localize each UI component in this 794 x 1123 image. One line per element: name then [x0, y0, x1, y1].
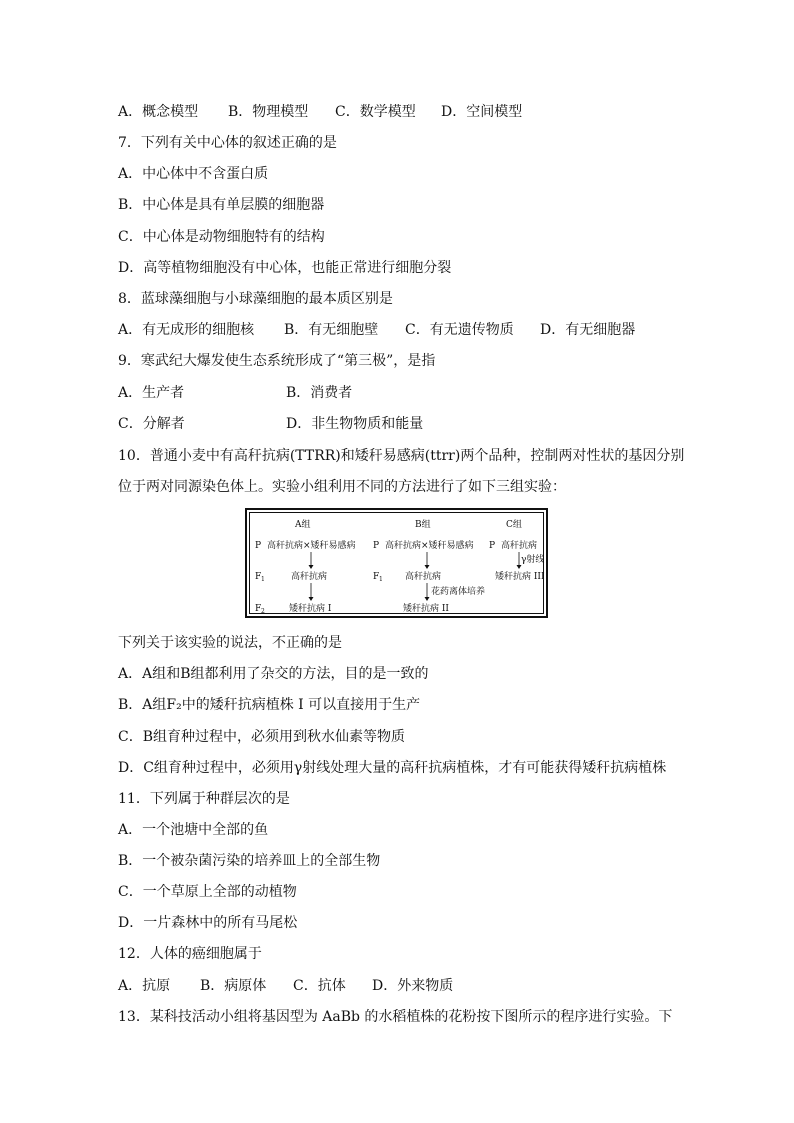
q9-stem: 9．寒武纪大爆发使生态系统形成了“第三极”，是指 [118, 353, 436, 369]
q6-option-d: D．空间模型 [441, 104, 523, 120]
group-c-title: C组 [506, 520, 522, 530]
q9-option-d: D．非生物物质和能量 [286, 416, 424, 432]
q7-option-b: B．中心体是具有单层膜的细胞器 [118, 197, 325, 213]
q8-option-a: A．有无成形的细胞核 [118, 322, 255, 338]
group-c-arrowhead [517, 565, 522, 569]
group-a-cross: 高秆抗病×矮秆易感病 [267, 541, 356, 551]
group-a-f1-sub: 1 [261, 576, 265, 583]
group-c-step: γ射线 [521, 555, 545, 565]
q8-option-b: B．有无细胞壁 [284, 322, 379, 338]
group-b-arrowhead2 [425, 597, 430, 601]
group-b-result: 矮秆抗病 II [403, 604, 449, 614]
group-b-f1-label: F [373, 572, 380, 582]
q9-option-a: A．生产者 [118, 385, 185, 401]
group-a-f2: 矮秆抗病 I [289, 604, 332, 614]
group-b-arrowhead1 [425, 565, 430, 569]
q10-option-b: B．A组F₂中的矮秆抗病植株 I 可以直接用于生产 [118, 697, 421, 713]
group-a-f1-label: F [255, 572, 262, 582]
group-b-step: 花药离体培养 [431, 587, 486, 597]
group-a-f2-label: F [255, 604, 262, 614]
group-c-result: 矮秆抗病 III [495, 572, 545, 582]
q11-option-b: B．一个被杂菌污染的培养皿上的全部生物 [118, 853, 381, 869]
q9-option-b: B．消费者 [286, 385, 353, 401]
q11-option-c: C．一个草原上全部的动植物 [118, 884, 297, 900]
breeding-experiment-figure [245, 508, 548, 618]
q10-question: 下列关于该实验的说法，不正确的是 [118, 635, 342, 651]
q10-option-d: D．C组育种过程中，必须用γ射线处理大量的高秆抗病植株，才有可能获得矮秆抗病植株 [118, 760, 667, 776]
q13-stem: 13．某科技活动小组将基因型为 AaBb 的水稻植株的花粉按下图所示的程序进行实验。下 [118, 1009, 673, 1025]
group-a-arrowhead1 [309, 565, 314, 569]
q12-stem: 12．人体的癌细胞属于 [118, 946, 262, 962]
q6-option-a: A．概念模型 [118, 104, 199, 120]
q12-option-b: B．病原体 [200, 978, 267, 994]
group-c-parent: 高秆抗病 [501, 541, 538, 551]
group-b-f1-sub: 1 [379, 576, 383, 583]
q12-option-d: D．外来物质 [372, 978, 454, 994]
breeding-diagram [247, 510, 550, 620]
q10-stem-line1: 10．普通小麦中有高秆抗病(TTRR)和矮秆易感病(ttrr)两个品种，控制两对性状的基因分别 [118, 448, 685, 464]
group-a-f1: 高秆抗病 [291, 572, 328, 582]
q10-stem-line2: 位于两对同源染色体上。实验小组利用不同的方法进行了如下三组实验： [118, 479, 566, 495]
group-a-f2-sub: 2 [261, 608, 265, 615]
q8-option-d: D．有无细胞器 [540, 322, 636, 338]
group-b-p-label: P [373, 541, 380, 551]
q7-option-d: D．高等植物细胞没有中心体，也能正常进行细胞分裂 [118, 260, 452, 276]
group-a-title: A组 [295, 520, 311, 530]
group-b-title: B组 [415, 520, 431, 530]
q7-stem: 7．下列有关中心体的叙述正确的是 [118, 135, 337, 151]
group-b-cross: 高秆抗病×矮秆易感病 [385, 541, 474, 551]
q10-option-a: A．A组和B组都利用了杂交的方法，目的是一致的 [118, 666, 429, 682]
group-b-f1: 高秆抗病 [405, 572, 442, 582]
q11-stem: 11．下列属于种群层次的是 [118, 791, 290, 807]
q7-option-c: C．中心体是动物细胞特有的结构 [118, 229, 325, 245]
q8-option-c: C．有无遗传物质 [405, 322, 514, 338]
q9-option-c: C．分解者 [118, 416, 185, 432]
group-c-p-label: P [489, 541, 496, 551]
group-a-p-label: P [255, 541, 262, 551]
q10-option-c: C．B组育种过程中，必须用到秋水仙素等物质 [118, 729, 405, 745]
q7-option-a: A．中心体中不含蛋白质 [118, 166, 269, 182]
q12-option-c: C．抗体 [293, 978, 346, 994]
group-a-arrowhead2 [309, 597, 314, 601]
q11-option-a: A．一个池塘中全部的鱼 [118, 822, 269, 838]
q8-stem: 8．蓝球藻细胞与小球藻细胞的最本质区别是 [118, 291, 393, 307]
q12-option-a: A．抗原 [118, 978, 171, 994]
q6-option-b: B．物理模型 [228, 104, 309, 120]
q11-option-d: D．一片森林中的所有马尾松 [118, 915, 298, 931]
q6-option-c: C．数学模型 [335, 104, 416, 120]
